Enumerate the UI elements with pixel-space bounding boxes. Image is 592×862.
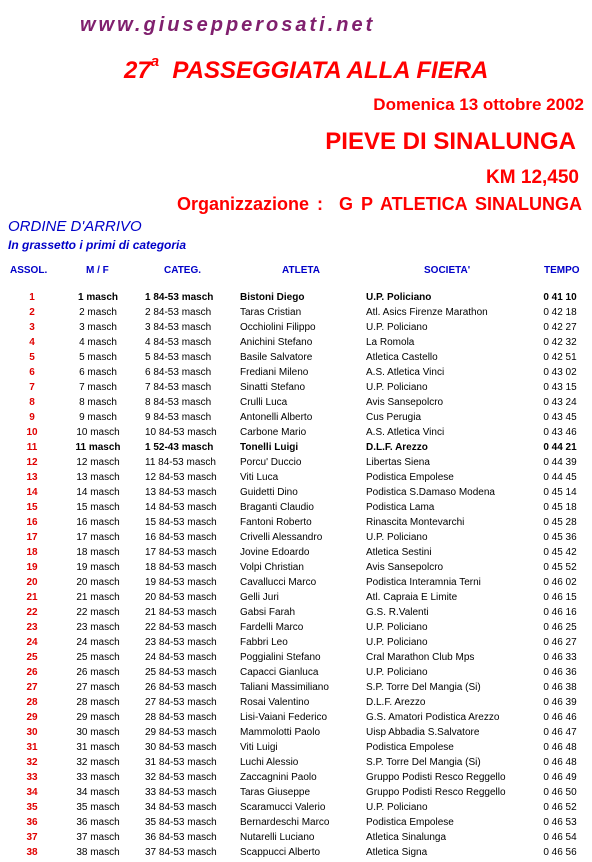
table-row bbox=[0, 485, 592, 500]
gender-rank-cell: 26 masch bbox=[76, 667, 120, 678]
event-place: PIEVE DI SINALUNGA bbox=[325, 128, 576, 155]
gender-rank-cell: 36 masch bbox=[76, 817, 120, 828]
gender-rank-cell: 19 masch bbox=[76, 562, 120, 573]
club-cell: Gruppo Podisti Resco Reggello bbox=[366, 787, 506, 798]
category-cell: 16 84-53 masch bbox=[145, 532, 217, 543]
category-cell: 20 84-53 masch bbox=[145, 592, 217, 603]
club-cell: La Romola bbox=[366, 337, 415, 348]
time-cell: 0 42 18 bbox=[543, 307, 577, 318]
category-cell: 29 84-53 masch bbox=[145, 727, 217, 738]
results-heading: ORDINE D'ARRIVO bbox=[8, 218, 142, 235]
position-cell: 16 bbox=[26, 517, 38, 528]
table-row bbox=[0, 455, 592, 470]
position-cell: 30 bbox=[26, 727, 38, 738]
athlete-cell: Fabbri Leo bbox=[240, 637, 288, 648]
table-row bbox=[0, 515, 592, 530]
athlete-cell: Luchi Alessio bbox=[240, 757, 299, 768]
club-cell: U.P. Policiano bbox=[366, 802, 428, 813]
category-cell: 22 84-53 masch bbox=[145, 622, 217, 633]
club-cell: U.P. Policiano bbox=[366, 382, 428, 393]
athlete-cell: Nutarelli Luciano bbox=[240, 832, 315, 843]
category-cell: 34 84-53 masch bbox=[145, 802, 217, 813]
club-cell: Rinascita Montevarchi bbox=[366, 517, 465, 528]
table-row bbox=[0, 680, 592, 695]
table-row bbox=[0, 695, 592, 710]
athlete-cell: Crivelli Alessandro bbox=[240, 532, 323, 543]
category-cell: 12 84-53 masch bbox=[145, 472, 217, 483]
table-row bbox=[0, 335, 592, 350]
position-cell: 8 bbox=[29, 397, 35, 408]
position-cell: 22 bbox=[26, 607, 38, 618]
table-row bbox=[0, 845, 592, 860]
athlete-cell: Gelli Juri bbox=[240, 592, 279, 603]
athlete-cell: Zaccagnini Paolo bbox=[240, 772, 317, 783]
position-cell: 1 bbox=[29, 292, 35, 303]
club-cell: Uisp Abbadia S.Salvatore bbox=[366, 727, 480, 738]
position-cell: 15 bbox=[26, 502, 38, 513]
category-cell: 25 84-53 masch bbox=[145, 667, 217, 678]
club-cell: Atl. Capraia E Limite bbox=[366, 592, 458, 603]
position-cell: 37 bbox=[26, 832, 38, 843]
table-row bbox=[0, 365, 592, 380]
club-cell: Podistica Empolese bbox=[366, 742, 454, 753]
category-cell: 27 84-53 masch bbox=[145, 697, 217, 708]
gender-rank-cell: 15 masch bbox=[76, 502, 120, 513]
club-cell: A.S. Atletica Vinci bbox=[366, 367, 445, 378]
time-cell: 0 46 56 bbox=[543, 847, 577, 858]
club-cell: Atletica Sestini bbox=[366, 547, 432, 558]
table-row bbox=[0, 320, 592, 335]
table-row bbox=[0, 605, 592, 620]
athlete-cell: Volpi Christian bbox=[240, 562, 304, 573]
gender-rank-cell: 32 masch bbox=[76, 757, 120, 768]
table-row bbox=[0, 770, 592, 785]
athlete-cell: Jovine Edoardo bbox=[240, 547, 310, 558]
results-table bbox=[0, 290, 592, 860]
athlete-cell: Scappucci Alberto bbox=[240, 847, 321, 858]
gender-rank-cell: 29 masch bbox=[76, 712, 120, 723]
athlete-cell: Guidetti Dino bbox=[240, 487, 298, 498]
gender-rank-cell: 16 masch bbox=[76, 517, 120, 528]
gender-rank-cell: 14 masch bbox=[76, 487, 120, 498]
table-row bbox=[0, 815, 592, 830]
athlete-cell: Gabsi Farah bbox=[240, 607, 296, 618]
time-cell: 0 43 24 bbox=[543, 397, 577, 408]
position-cell: 34 bbox=[26, 787, 38, 798]
table-row bbox=[0, 305, 592, 320]
table-row bbox=[0, 725, 592, 740]
category-cell: 19 84-53 masch bbox=[145, 577, 217, 588]
category-cell: 10 84-53 masch bbox=[145, 427, 217, 438]
position-cell: 20 bbox=[26, 577, 38, 588]
category-cell: 30 84-53 masch bbox=[145, 742, 217, 753]
club-cell: D.L.F. Arezzo bbox=[366, 442, 428, 453]
time-cell: 0 46 52 bbox=[543, 802, 577, 813]
club-cell: Libertas Siena bbox=[366, 457, 430, 468]
column-header-position: ASSOL. bbox=[10, 265, 48, 276]
time-cell: 0 46 15 bbox=[543, 592, 577, 603]
column-header-athlete: ATLETA bbox=[282, 265, 320, 276]
time-cell: 0 46 50 bbox=[543, 787, 577, 798]
category-cell: 2 84-53 masch bbox=[145, 307, 212, 318]
club-cell: Podistica Empolese bbox=[366, 472, 454, 483]
gender-rank-cell: 3 masch bbox=[79, 322, 117, 333]
table-row bbox=[0, 665, 592, 680]
table-row bbox=[0, 785, 592, 800]
position-cell: 7 bbox=[29, 382, 35, 393]
club-cell: U.P. Policiano bbox=[366, 622, 428, 633]
club-cell: Atletica Sinalunga bbox=[366, 832, 447, 843]
club-cell: Atletica Signa bbox=[366, 847, 428, 858]
table-row bbox=[0, 740, 592, 755]
position-cell: 27 bbox=[26, 682, 38, 693]
time-cell: 0 45 18 bbox=[543, 502, 577, 513]
category-cell: 26 84-53 masch bbox=[145, 682, 217, 693]
gender-rank-cell: 11 masch bbox=[75, 442, 121, 453]
table-row bbox=[0, 620, 592, 635]
table-row bbox=[0, 470, 592, 485]
time-cell: 0 46 54 bbox=[543, 832, 577, 843]
position-cell: 23 bbox=[26, 622, 38, 633]
table-row bbox=[0, 575, 592, 590]
table-row bbox=[0, 635, 592, 650]
position-cell: 11 bbox=[26, 442, 38, 453]
position-cell: 35 bbox=[26, 802, 38, 813]
position-cell: 24 bbox=[26, 637, 38, 648]
table-row bbox=[0, 350, 592, 365]
table-row bbox=[0, 650, 592, 665]
category-cell: 23 84-53 masch bbox=[145, 637, 217, 648]
column-header-club: SOCIETA' bbox=[424, 265, 471, 276]
time-cell: 0 45 28 bbox=[543, 517, 577, 528]
position-cell: 36 bbox=[26, 817, 38, 828]
position-cell: 5 bbox=[29, 352, 35, 363]
time-cell: 0 45 52 bbox=[543, 562, 577, 573]
athlete-cell: Taliani Massimiliano bbox=[240, 682, 329, 693]
gender-rank-cell: 12 masch bbox=[76, 457, 120, 468]
athlete-cell: Basile Salvatore bbox=[240, 352, 313, 363]
position-cell: 32 bbox=[26, 757, 38, 768]
category-cell: 33 84-53 masch bbox=[145, 787, 217, 798]
time-cell: 0 46 33 bbox=[543, 652, 577, 663]
category-cell: 35 84-53 masch bbox=[145, 817, 217, 828]
event-name: PASSEGGIATA ALLA FIERA bbox=[172, 57, 489, 84]
table-row bbox=[0, 425, 592, 440]
category-cell: 36 84-53 masch bbox=[145, 832, 217, 843]
time-cell: 0 46 46 bbox=[543, 712, 577, 723]
gender-rank-cell: 4 masch bbox=[79, 337, 117, 348]
column-header-gender-rank: M / F bbox=[86, 265, 109, 276]
athlete-cell: Frediani Mileno bbox=[240, 367, 309, 378]
athlete-cell: Antonelli Alberto bbox=[240, 412, 313, 423]
table-row bbox=[0, 545, 592, 560]
category-cell: 28 84-53 masch bbox=[145, 712, 217, 723]
gender-rank-cell: 22 masch bbox=[76, 607, 120, 618]
club-cell: U.P. Policiano bbox=[366, 637, 428, 648]
time-cell: 0 46 48 bbox=[543, 757, 577, 768]
club-cell: S.P. Torre Del Mangia (Si) bbox=[366, 757, 481, 768]
club-cell: Podistica Empolese bbox=[366, 817, 454, 828]
athlete-cell: Cavallucci Marco bbox=[240, 577, 317, 588]
table-row bbox=[0, 755, 592, 770]
time-cell: 0 46 27 bbox=[543, 637, 577, 648]
time-cell: 0 46 53 bbox=[543, 817, 577, 828]
category-cell: 37 84-53 masch bbox=[145, 847, 217, 858]
gender-rank-cell: 37 masch bbox=[76, 832, 120, 843]
gender-rank-cell: 18 masch bbox=[76, 547, 120, 558]
athlete-cell: Porcu' Duccio bbox=[240, 457, 302, 468]
club-cell: D.L.F. Arezzo bbox=[366, 697, 426, 708]
athlete-cell: Capacci Gianluca bbox=[240, 667, 319, 678]
table-row bbox=[0, 560, 592, 575]
club-cell: Avis Sansepolcro bbox=[366, 397, 444, 408]
position-cell: 33 bbox=[26, 772, 38, 783]
position-cell: 4 bbox=[29, 337, 35, 348]
position-cell: 9 bbox=[29, 412, 35, 423]
time-cell: 0 43 46 bbox=[543, 427, 577, 438]
position-cell: 31 bbox=[26, 742, 38, 753]
table-row bbox=[0, 440, 592, 455]
club-cell: Atletica Castello bbox=[366, 352, 438, 363]
position-cell: 28 bbox=[26, 697, 38, 708]
gender-rank-cell: 1 masch bbox=[77, 292, 119, 303]
category-cell: 17 84-53 masch bbox=[145, 547, 217, 558]
position-cell: 12 bbox=[26, 457, 38, 468]
gender-rank-cell: 2 masch bbox=[79, 307, 117, 318]
gender-rank-cell: 35 masch bbox=[76, 802, 120, 813]
organizer-name: G P ATLETICA SINALUNGA bbox=[339, 194, 582, 214]
time-cell: 0 44 45 bbox=[543, 472, 577, 483]
table-row bbox=[0, 710, 592, 725]
club-cell: Cral Marathon Club Mps bbox=[366, 652, 475, 663]
gender-rank-cell: 8 masch bbox=[79, 397, 117, 408]
event-distance: KM 12,450 bbox=[486, 167, 579, 188]
gender-rank-cell: 34 masch bbox=[76, 787, 120, 798]
time-cell: 0 46 02 bbox=[543, 577, 577, 588]
time-cell: 0 43 45 bbox=[543, 412, 577, 423]
athlete-cell: Crulli Luca bbox=[240, 397, 288, 408]
category-cell: 6 84-53 masch bbox=[145, 367, 212, 378]
table-row bbox=[0, 530, 592, 545]
time-cell: 0 46 39 bbox=[543, 697, 577, 708]
athlete-cell: Carbone Mario bbox=[240, 427, 307, 438]
table-row bbox=[0, 590, 592, 605]
time-cell: 0 41 10 bbox=[543, 292, 577, 303]
athlete-cell: Fardelli Marco bbox=[240, 622, 304, 633]
column-header-category: CATEG. bbox=[164, 265, 202, 276]
athlete-cell: Braganti Claudio bbox=[240, 502, 314, 513]
time-cell: 0 44 39 bbox=[543, 457, 577, 468]
position-cell: 10 bbox=[26, 427, 38, 438]
time-cell: 0 45 36 bbox=[543, 532, 577, 543]
position-cell: 2 bbox=[29, 307, 35, 318]
position-cell: 18 bbox=[26, 547, 38, 558]
site-url: www.giusepperosati.net bbox=[80, 14, 376, 36]
time-cell: 0 45 42 bbox=[543, 547, 577, 558]
category-cell: 1 52-43 masch bbox=[145, 442, 214, 453]
athlete-cell: Fantoni Roberto bbox=[240, 517, 312, 528]
time-cell: 0 42 51 bbox=[543, 352, 577, 363]
gender-rank-cell: 17 masch bbox=[76, 532, 120, 543]
gender-rank-cell: 7 masch bbox=[79, 382, 117, 393]
category-cell: 11 84-53 masch bbox=[145, 457, 216, 468]
time-cell: 0 46 25 bbox=[543, 622, 577, 633]
position-cell: 19 bbox=[26, 562, 38, 573]
position-cell: 13 bbox=[26, 472, 38, 483]
athlete-cell: Viti Luigi bbox=[240, 742, 278, 753]
event-title bbox=[124, 53, 489, 85]
table-row bbox=[0, 380, 592, 395]
time-cell: 0 42 27 bbox=[543, 322, 577, 333]
category-cell: 18 84-53 masch bbox=[145, 562, 217, 573]
time-cell: 0 44 21 bbox=[543, 442, 577, 453]
gender-rank-cell: 20 masch bbox=[76, 577, 120, 588]
time-cell: 0 43 02 bbox=[543, 367, 577, 378]
time-cell: 0 46 36 bbox=[543, 667, 577, 678]
time-cell: 0 45 14 bbox=[543, 487, 577, 498]
athlete-cell: Bistoni Diego bbox=[240, 292, 305, 303]
position-cell: 29 bbox=[26, 712, 38, 723]
table-row bbox=[0, 500, 592, 515]
gender-rank-cell: 33 masch bbox=[76, 772, 120, 783]
gender-rank-cell: 21 masch bbox=[76, 592, 120, 603]
club-cell: U.P. Policiano bbox=[366, 322, 428, 333]
edition-number: 27 bbox=[124, 57, 151, 84]
club-cell: Podistica S.Damaso Modena bbox=[366, 487, 495, 498]
club-cell: U.P. Policiano bbox=[366, 532, 428, 543]
time-cell: 0 46 48 bbox=[543, 742, 577, 753]
athlete-cell: Viti Luca bbox=[240, 472, 279, 483]
category-cell: 7 84-53 masch bbox=[145, 382, 212, 393]
position-cell: 26 bbox=[26, 667, 38, 678]
category-cell: 24 84-53 masch bbox=[145, 652, 217, 663]
position-cell: 17 bbox=[26, 532, 38, 543]
category-cell: 21 84-53 masch bbox=[145, 607, 217, 618]
club-cell: U.P. Policiano bbox=[366, 667, 428, 678]
club-cell: G.S. R.Valenti bbox=[366, 607, 429, 618]
organizer bbox=[177, 194, 582, 215]
table-row bbox=[0, 290, 592, 305]
event-date: Domenica 13 ottobre 2002 bbox=[373, 95, 584, 114]
position-cell: 25 bbox=[26, 652, 38, 663]
athlete-cell: Taras Giuseppe bbox=[240, 787, 311, 798]
time-cell: 0 46 38 bbox=[543, 682, 577, 693]
results-note: In grassetto i primi di categoria bbox=[8, 238, 187, 252]
category-cell: 13 84-53 masch bbox=[145, 487, 217, 498]
position-cell: 3 bbox=[29, 322, 35, 333]
category-cell: 5 84-53 masch bbox=[145, 352, 212, 363]
athlete-cell: Occhiolini Filippo bbox=[240, 322, 316, 333]
club-cell: A.S. Atletica Vinci bbox=[366, 427, 445, 438]
organizer-label: Organizzazione : bbox=[176, 194, 323, 214]
gender-rank-cell: 30 masch bbox=[76, 727, 120, 738]
time-cell: 0 46 16 bbox=[543, 607, 577, 618]
category-cell: 31 84-53 masch bbox=[145, 757, 217, 768]
category-cell: 3 84-53 masch bbox=[145, 322, 212, 333]
club-cell: Podistica Interamnia Terni bbox=[366, 577, 481, 588]
category-cell: 14 84-53 masch bbox=[145, 502, 217, 513]
club-cell: G.S. Amatori Podistica Arezzo bbox=[366, 712, 500, 723]
club-cell: Podistica Lama bbox=[366, 502, 435, 513]
gender-rank-cell: 5 masch bbox=[79, 352, 117, 363]
time-cell: 0 46 49 bbox=[543, 772, 577, 783]
gender-rank-cell: 13 masch bbox=[76, 472, 120, 483]
gender-rank-cell: 25 masch bbox=[76, 652, 120, 663]
club-cell: Avis Sansepolcro bbox=[366, 562, 444, 573]
athlete-cell: Rosai Valentino bbox=[240, 697, 310, 708]
category-cell: 32 84-53 masch bbox=[145, 772, 217, 783]
athlete-cell: Tonelli Luigi bbox=[240, 442, 299, 453]
athlete-cell: Anichini Stefano bbox=[240, 337, 313, 348]
column-header-time: TEMPO bbox=[544, 265, 580, 276]
gender-rank-cell: 9 masch bbox=[79, 412, 117, 423]
club-cell: Gruppo Podisti Resco Reggello bbox=[366, 772, 506, 783]
edition-ordinal: a bbox=[150, 53, 160, 70]
gender-rank-cell: 23 masch bbox=[76, 622, 120, 633]
table-row bbox=[0, 395, 592, 410]
gender-rank-cell: 38 masch bbox=[76, 847, 120, 858]
table-row bbox=[0, 410, 592, 425]
category-cell: 15 84-53 masch bbox=[145, 517, 217, 528]
club-cell: Atl. Asics Firenze Marathon bbox=[366, 307, 488, 318]
table-row bbox=[0, 830, 592, 845]
category-cell: 4 84-53 masch bbox=[145, 337, 212, 348]
time-cell: 0 46 47 bbox=[543, 727, 577, 738]
athlete-cell: Lisi-Vaiani Federico bbox=[240, 712, 328, 723]
gender-rank-cell: 27 masch bbox=[76, 682, 120, 693]
athlete-cell: Sinatti Stefano bbox=[240, 382, 306, 393]
category-cell: 9 84-53 masch bbox=[145, 412, 212, 423]
time-cell: 0 42 32 bbox=[543, 337, 577, 348]
club-cell: U.P. Policiano bbox=[366, 292, 432, 303]
athlete-cell: Scaramucci Valerio bbox=[240, 802, 326, 813]
position-cell: 38 bbox=[26, 847, 38, 858]
category-cell: 1 84-53 masch bbox=[145, 292, 214, 303]
time-cell: 0 43 15 bbox=[543, 382, 577, 393]
athlete-cell: Mammolotti Paolo bbox=[240, 727, 321, 738]
table-row bbox=[0, 800, 592, 815]
gender-rank-cell: 6 masch bbox=[79, 367, 117, 378]
position-cell: 14 bbox=[26, 487, 38, 498]
club-cell: Cus Perugia bbox=[366, 412, 422, 423]
athlete-cell: Bernardeschi Marco bbox=[240, 817, 330, 828]
gender-rank-cell: 10 masch bbox=[76, 427, 120, 438]
gender-rank-cell: 24 masch bbox=[76, 637, 120, 648]
category-cell: 8 84-53 masch bbox=[145, 397, 212, 408]
gender-rank-cell: 31 masch bbox=[76, 742, 120, 753]
position-cell: 6 bbox=[29, 367, 35, 378]
athlete-cell: Poggialini Stefano bbox=[240, 652, 321, 663]
position-cell: 21 bbox=[26, 592, 38, 603]
athlete-cell: Taras Cristian bbox=[240, 307, 302, 318]
gender-rank-cell: 28 masch bbox=[76, 697, 120, 708]
club-cell: S.P. Torre Del Mangia (Si) bbox=[366, 682, 481, 693]
